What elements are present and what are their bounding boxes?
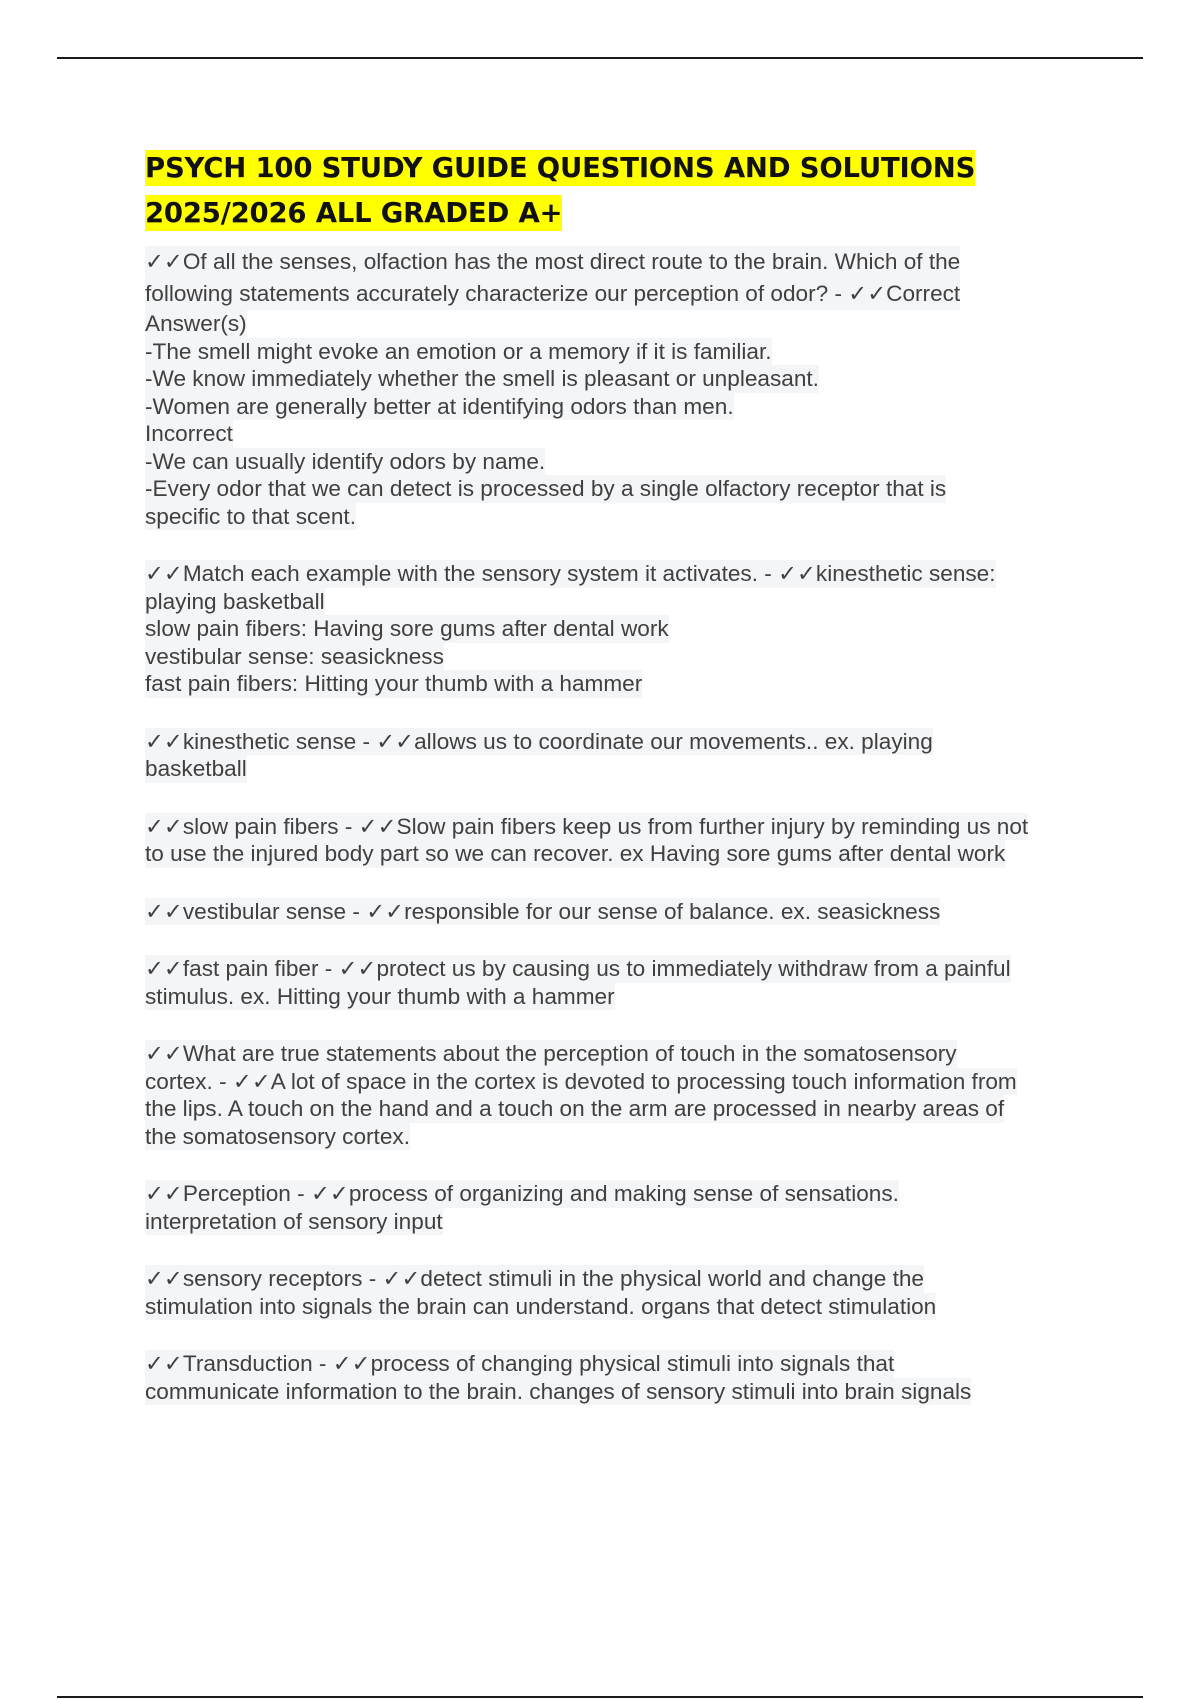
qa-item [145, 898, 1095, 926]
qa-text-line: stimulation into signals the brain can understand. organs that detect stimulation [145, 1293, 937, 1319]
qa-item [145, 728, 1095, 783]
qa-text-line: ✓✓What are true statements about the perception of touch in the somatosensory [145, 1041, 957, 1066]
qa-text-line: -We can usually identify odors by name. [145, 448, 546, 474]
qa-item [145, 1040, 1095, 1150]
qa-text-line: specific to that scent. [145, 503, 356, 529]
qa-text-line: ✓✓sensory receptors - ✓✓detect stimuli in the physical world and change the [145, 1266, 924, 1291]
qa-text-line: ✓✓fast pain fiber - ✓✓protect us by causing us to immediately withdraw from a painful [145, 956, 1011, 981]
qa-item [145, 955, 1095, 1010]
qa-text-line: to use the injured body part so we can recover. ex Having sore gums after dental work [145, 841, 1006, 866]
qa-text-line: vestibular sense: seasickness [145, 643, 444, 669]
qa-text-line: the somatosensory cortex. [145, 1123, 410, 1149]
qa-text-line: ✓✓vestibular sense - ✓✓responsible for our sense of balance. ex. seasickness [145, 898, 941, 924]
qa-text-line: stimulus. ex. Hitting your thumb with a hammer [145, 983, 615, 1009]
document-title [145, 146, 1095, 236]
qa-text-line: ✓✓Perception - ✓✓process of organizing and making sense of sensations. [145, 1181, 899, 1206]
qa-text-line: -The smell might evoke an emotion or a memory if it is familiar. [145, 338, 772, 364]
qa-item [145, 246, 1095, 530]
qa-text-line: -Women are generally better at identifying odors than men. [145, 393, 734, 419]
qa-text-line: ✓✓Match each example with the sensory system it activates. - ✓✓kinesthetic sense: [145, 561, 996, 586]
qa-text-line: the lips. A touch on the hand and a touch on the arm are processed in nearby areas of [145, 1096, 1005, 1121]
qa-text-line: -We know immediately whether the smell is pleasant or unpleasant. [145, 366, 819, 391]
qa-list [145, 246, 1095, 1405]
qa-text-line: Incorrect [145, 421, 233, 446]
qa-text-line: interpretation of sensory input [145, 1208, 443, 1234]
qa-text-line: ✓✓Transduction - ✓✓process of changing physical stimuli into signals that [145, 1351, 895, 1376]
title-line-2: 2025/2026 ALL GRADED A+ [145, 197, 563, 229]
qa-text-line: ✓✓slow pain fibers - ✓✓Slow pain fibers keep us from further injury by reminding us not [145, 813, 1029, 839]
footer-rule [57, 1696, 1143, 1698]
qa-item [145, 813, 1095, 868]
qa-text-line: ✓✓Of all the senses, olfaction has the most direct route to the brain. Which of the [145, 246, 960, 278]
document-body [145, 146, 1095, 1435]
header-rule [57, 57, 1143, 59]
qa-item [145, 1350, 1095, 1405]
qa-text-line: playing basketball [145, 588, 325, 614]
qa-text-line: slow pain fibers: Having sore gums after dental work [145, 616, 669, 641]
qa-text-line: Answer(s) [145, 311, 247, 336]
qa-item [145, 560, 1095, 698]
qa-text-line: following statements accurately characterize our perception of odor? - ✓✓Correct [145, 278, 960, 310]
qa-text-line: fast pain fibers: Hitting your thumb with a hammer [145, 671, 643, 696]
qa-item [145, 1180, 1095, 1235]
qa-item [145, 1265, 1095, 1320]
qa-text-line: -Every odor that we can detect is processed by a single olfactory receptor that is [145, 476, 947, 501]
qa-text-line: ✓✓kinesthetic sense - ✓✓allows us to coordinate our movements.. ex. playing [145, 728, 933, 754]
title-line-1: PSYCH 100 STUDY GUIDE QUESTIONS AND SOLUTIONS [145, 152, 976, 184]
qa-text-line: communicate information to the brain. changes of sensory stimuli into brain signals [145, 1378, 972, 1404]
qa-text-line: cortex. - ✓✓A lot of space in the cortex is devoted to processing touch information from [145, 1068, 1017, 1094]
qa-text-line: basketball [145, 756, 247, 781]
